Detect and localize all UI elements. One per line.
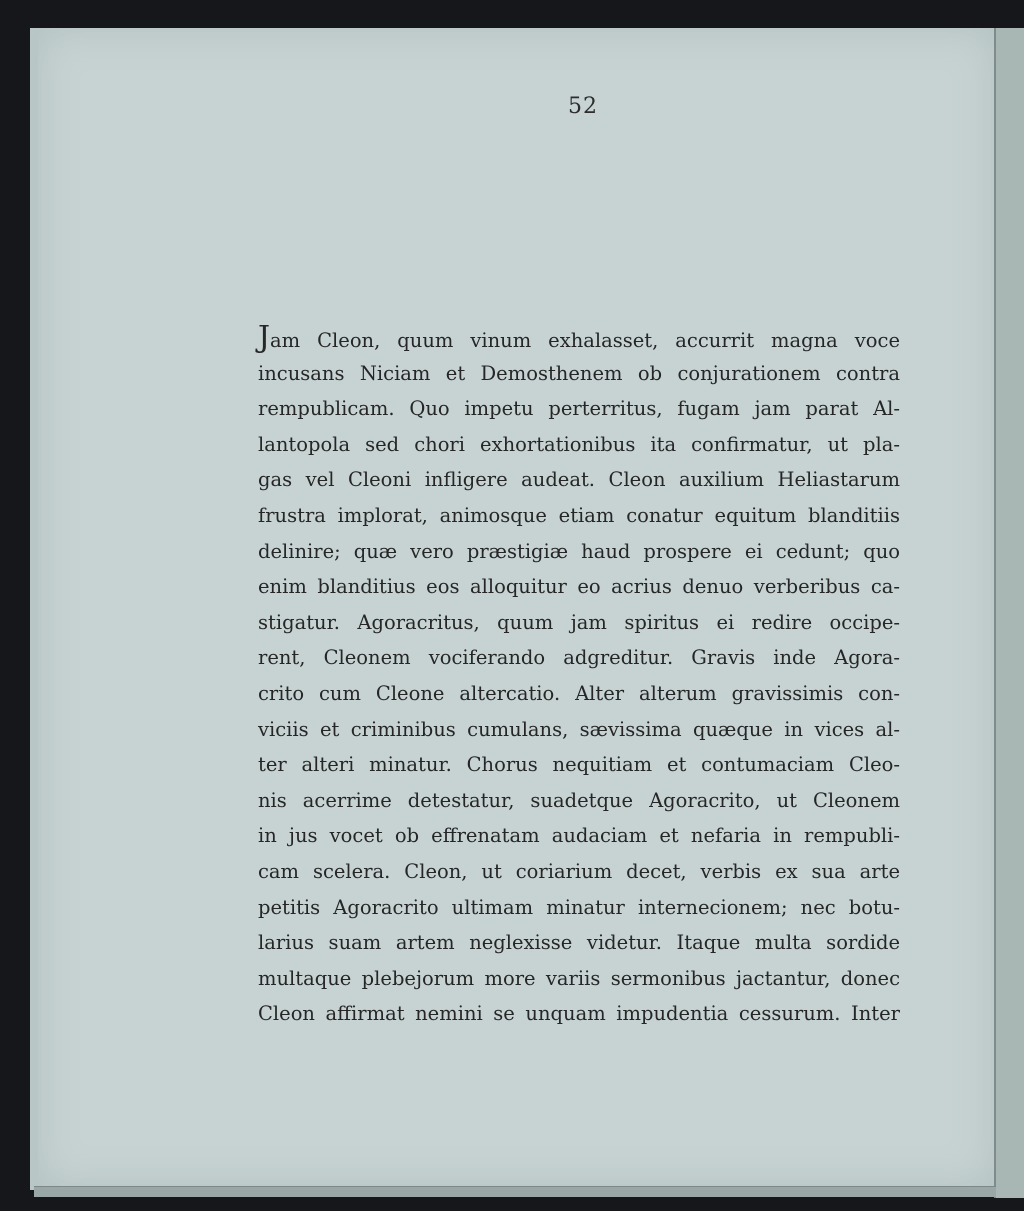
text-line: nis acerrime detestatur, suadetque Agoracrito, ut Cleonem <box>258 788 900 812</box>
text-line: rent, Cleonem vociferando adgreditur. Gravis inde Agora- <box>258 646 900 670</box>
text-line: viciis et criminibus cumulans, sævissima quæque in vices al- <box>258 717 900 741</box>
text-line: rempublicam. Quo impetu perterritus, fugam jam parat Al- <box>258 397 900 421</box>
page-bottom-edge <box>34 1186 996 1197</box>
text-line: larius suam artem neglexisse videtur. Itaque multa sordide <box>258 931 900 955</box>
text-line: enim blanditius eos alloquitur eo acrius denuo verberibus ca- <box>258 575 900 599</box>
body-text <box>258 320 900 1032</box>
text-line: Cleon affirmat nemini se unquam impudentia cessurum. Inter <box>258 1002 900 1026</box>
text-line: multaque plebejorum more variis sermonibus jactantur, donec <box>258 966 900 990</box>
text-line: cam scelera. Cleon, ut coriarium decet, verbis ex sua arte <box>258 859 900 883</box>
text-line: crito cum Cleone altercatio. Alter alterum gravissimis con- <box>258 681 900 705</box>
text-line: gas vel Cleoni infligere audeat. Cleon auxilium Heliastarum <box>258 468 900 492</box>
text-line: ter alteri minatur. Chorus nequitiam et contumaciam Cleo- <box>258 753 900 777</box>
text-line: Jam Cleon, quum vinum exhalasset, accurrit magna voce <box>258 320 900 355</box>
text-line: frustra implorat, animosque etiam conatur equitum blanditiis <box>258 503 900 527</box>
adjacent-page-edge <box>994 28 1024 1198</box>
text-line: in jus vocet ob effrenatam audaciam et nefaria in rempubli- <box>258 824 900 848</box>
text-line: petitis Agoracrito ultimam minatur internecionem; nec botu- <box>258 895 900 919</box>
text-line: delinire; quæ vero præstigiæ haud prospere ei cedunt; quo <box>258 539 900 563</box>
text-line: stigatur. Agoracritus, quum jam spiritus ei redire occipe- <box>258 610 900 634</box>
text-line: lantopola sed chori exhortationibus ita confirmatur, ut pla- <box>258 432 900 456</box>
text-line: incusans Niciam et Demosthenem ob conjurationem contra <box>258 361 900 385</box>
page-number: 52 <box>568 94 598 119</box>
